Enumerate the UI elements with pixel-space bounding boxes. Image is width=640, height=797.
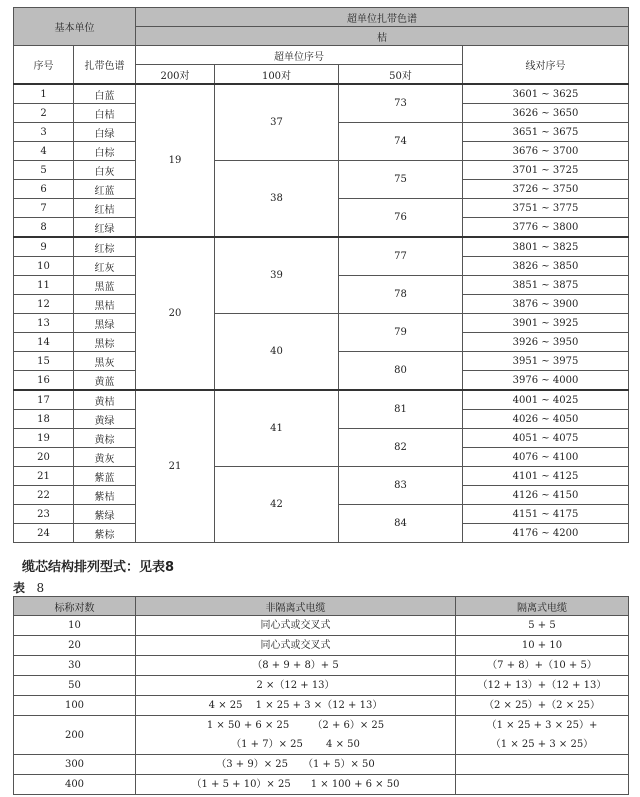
non-isolated-cell [136, 656, 456, 676]
pair-range-cell: 4126 ~ 4150 [463, 486, 629, 505]
band-color-cell: 黑桔 [74, 295, 136, 314]
pair-range-cell: 3976 ~ 4000 [463, 371, 629, 391]
isolated-line: （1 × 25 + 3 × 25） [490, 739, 594, 750]
seq-cell: 15 [14, 352, 74, 371]
color-code-row [14, 84, 629, 104]
pair-range-cell: 3676 ~ 3700 [463, 142, 629, 161]
pair50-group-cell: 82 [339, 429, 463, 467]
band-color-cell: 黑灰 [74, 352, 136, 371]
band-color-cell: 紫桔 [74, 486, 136, 505]
seq-cell: 22 [14, 486, 74, 505]
pair-seq-header: 线对序号 [463, 46, 629, 85]
pair50-group-cell: 79 [339, 314, 463, 352]
isolated-cell [456, 696, 629, 716]
pair50-group-cell: 77 [339, 237, 463, 276]
super-unit-seq-header: 超单位序号 [136, 46, 463, 65]
pair-range-cell: 3776 ~ 3800 [463, 218, 629, 238]
isolated-cell [456, 616, 629, 636]
seq-cell: 2 [14, 104, 74, 123]
non-isolated-cell [136, 676, 456, 696]
cable-structure-row [14, 656, 629, 676]
non-isolated-cell [136, 636, 456, 656]
color-code-row [14, 314, 629, 333]
pair200-group-cell: 21 [136, 390, 215, 543]
non-isolated-header: 非隔离式电缆 [136, 597, 456, 616]
pair100-group-cell: 39 [215, 237, 339, 314]
seq-cell: 17 [14, 390, 74, 410]
non-isolated-line: 4 × 25 1 × 25 + 3 ×（12 + 13） [208, 700, 383, 711]
pair100-group-cell: 41 [215, 390, 339, 467]
seq-cell: 11 [14, 276, 74, 295]
nominal-pairs-cell: 50 [14, 676, 136, 696]
cable-structure-table-body [14, 597, 629, 795]
pair-range-cell: 3901 ~ 3925 [463, 314, 629, 333]
cable-structure-row [14, 775, 629, 795]
isolated-cell [456, 716, 629, 755]
pair-range-cell: 4151 ~ 4175 [463, 505, 629, 524]
pair200-group-cell: 20 [136, 237, 215, 390]
band-color-cell: 白棕 [74, 142, 136, 161]
pair50-group-cell: 83 [339, 467, 463, 505]
seq-cell: 21 [14, 467, 74, 486]
non-isolated-line: （3 + 9）× 25 （1 + 5）× 50 [216, 759, 375, 770]
band-color-cell: 黄棕 [74, 429, 136, 448]
cable-structure-row [14, 636, 629, 656]
pair100-group-cell: 42 [215, 467, 339, 543]
pair50-header: 50对 [339, 65, 463, 85]
isolated-cell [456, 656, 629, 676]
basic-unit-header: 基本单位 [14, 8, 136, 46]
seq-cell: 8 [14, 218, 74, 238]
pair-range-cell: 4051 ~ 4075 [463, 429, 629, 448]
band-color-cell: 红蓝 [74, 180, 136, 199]
seq-cell: 12 [14, 295, 74, 314]
isolated-cell [456, 775, 629, 795]
seq-cell: 9 [14, 237, 74, 257]
seq-header: 序号 [14, 46, 74, 85]
pair-range-cell: 3751 ~ 3775 [463, 199, 629, 218]
pair50-group-cell: 76 [339, 199, 463, 238]
band-color-cell: 白绿 [74, 123, 136, 142]
pair-range-cell: 3801 ~ 3825 [463, 237, 629, 257]
band-color-cell: 黄蓝 [74, 371, 136, 391]
pair100-header: 100对 [215, 65, 339, 85]
seq-cell: 19 [14, 429, 74, 448]
pair50-group-cell: 74 [339, 123, 463, 161]
band-color-cell: 紫棕 [74, 524, 136, 543]
seq-cell: 18 [14, 410, 74, 429]
seq-cell: 20 [14, 448, 74, 467]
band-color-cell: 白灰 [74, 161, 136, 180]
seq-cell: 6 [14, 180, 74, 199]
pair50-group-cell: 81 [339, 390, 463, 429]
table8-caption [13, 579, 44, 596]
pair-range-cell: 3601 ~ 3625 [463, 84, 629, 104]
cable-structure-row [14, 755, 629, 775]
band-color-cell: 紫蓝 [74, 467, 136, 486]
seq-cell: 4 [14, 142, 74, 161]
isolated-line: 5 + 5 [528, 620, 556, 631]
cable-structure-row [14, 696, 629, 716]
pair50-group-cell: 73 [339, 84, 463, 123]
nominal-pairs-cell: 30 [14, 656, 136, 676]
pair-range-cell: 3926 ~ 3950 [463, 333, 629, 352]
color-code-table-body [14, 8, 629, 543]
table8-caption-label: 表 [13, 581, 26, 595]
seq-cell: 13 [14, 314, 74, 333]
nominal-pairs-cell: 200 [14, 716, 136, 755]
super-unit-colors-header: 超单位扎带色谱 [136, 8, 629, 27]
pair-range-cell: 3826 ~ 3850 [463, 257, 629, 276]
band-color-cell: 红灰 [74, 257, 136, 276]
cable-structure-row [14, 616, 629, 636]
cable-structure-row [14, 716, 629, 755]
pair-range-cell: 3626 ~ 3650 [463, 104, 629, 123]
non-isolated-cell [136, 716, 456, 755]
non-isolated-line: （1 + 5 + 10）× 25 1 × 100 + 6 × 50 [191, 779, 400, 790]
section-heading: 缆芯结构排列型式：见表8 [22, 560, 175, 575]
pair-range-cell: 3701 ~ 3725 [463, 161, 629, 180]
pair200-group-cell: 19 [136, 84, 215, 237]
pair-range-cell: 3951 ~ 3975 [463, 352, 629, 371]
color-code-row [14, 161, 629, 180]
seq-cell: 7 [14, 199, 74, 218]
band-color-cell: 紫绿 [74, 505, 136, 524]
non-isolated-line: （1 + 7）× 25 4 × 50 [231, 739, 360, 750]
nominal-pairs-cell: 100 [14, 696, 136, 716]
nominal-pairs-cell: 400 [14, 775, 136, 795]
non-isolated-line: 2 ×（12 + 13） [256, 680, 335, 691]
band-color-cell: 黄桔 [74, 390, 136, 410]
isolated-line: 10 + 10 [521, 640, 563, 651]
band-color-cell: 红绿 [74, 218, 136, 238]
pair-range-cell: 4176 ~ 4200 [463, 524, 629, 543]
non-isolated-cell [136, 755, 456, 775]
nominal-pairs-cell: 10 [14, 616, 136, 636]
pair-range-cell: 3651 ~ 3675 [463, 123, 629, 142]
seq-cell: 10 [14, 257, 74, 276]
isolated-header: 隔离式电缆 [456, 597, 629, 616]
isolated-cell [456, 755, 629, 775]
color-code-row [14, 237, 629, 257]
seq-cell: 3 [14, 123, 74, 142]
seq-cell: 5 [14, 161, 74, 180]
table8-caption-number: 8 [36, 581, 45, 595]
non-isolated-line: 同心式或交叉式 [260, 620, 331, 631]
isolated-line: （1 × 25 + 3 × 25）+ [486, 720, 598, 731]
band-color-header: 扎带色谱 [74, 46, 136, 85]
color-code-row [14, 467, 629, 486]
isolated-line: （12 + 13）+（12 + 13） [477, 680, 607, 691]
nominal-pairs-cell: 20 [14, 636, 136, 656]
pair50-group-cell: 80 [339, 352, 463, 391]
orange-header: 桔 [136, 27, 629, 46]
seq-cell: 1 [14, 84, 74, 104]
pair-range-cell: 4101 ~ 4125 [463, 467, 629, 486]
seq-cell: 14 [14, 333, 74, 352]
non-isolated-line: （8 + 9 + 8）+ 5 [252, 660, 339, 671]
color-code-row [14, 390, 629, 410]
band-color-cell: 红桔 [74, 199, 136, 218]
nominal-pairs-header: 标称对数 [14, 597, 136, 616]
non-isolated-cell [136, 696, 456, 716]
cable-structure-table [13, 596, 629, 795]
band-color-cell: 红棕 [74, 237, 136, 257]
pair-range-cell: 4001 ~ 4025 [463, 390, 629, 410]
band-color-cell: 黄绿 [74, 410, 136, 429]
pair-range-cell: 4026 ~ 4050 [463, 410, 629, 429]
pair-range-cell: 3851 ~ 3875 [463, 276, 629, 295]
band-color-cell: 黑蓝 [74, 276, 136, 295]
pair50-group-cell: 84 [339, 505, 463, 543]
pair100-group-cell: 38 [215, 161, 339, 238]
band-color-cell: 黑棕 [74, 333, 136, 352]
band-color-cell: 白蓝 [74, 84, 136, 104]
non-isolated-cell [136, 775, 456, 795]
pair-range-cell: 3726 ~ 3750 [463, 180, 629, 199]
band-color-cell: 黑绿 [74, 314, 136, 333]
non-isolated-line: 1 × 50 + 6 × 25 （2 + 6）× 25 [206, 720, 385, 731]
isolated-line: （2 × 25）+（2 × 25） [483, 700, 601, 711]
color-code-table [13, 7, 629, 543]
pair50-group-cell: 75 [339, 161, 463, 199]
band-color-cell: 白桔 [74, 104, 136, 123]
seq-cell: 24 [14, 524, 74, 543]
pair200-header: 200对 [136, 65, 215, 85]
band-color-cell: 黄灰 [74, 448, 136, 467]
pair-range-cell: 4076 ~ 4100 [463, 448, 629, 467]
pair50-group-cell: 78 [339, 276, 463, 314]
isolated-cell [456, 636, 629, 656]
seq-cell: 23 [14, 505, 74, 524]
pair-range-cell: 3876 ~ 3900 [463, 295, 629, 314]
non-isolated-line: 同心式或交叉式 [260, 640, 331, 651]
non-isolated-cell [136, 616, 456, 636]
pair100-group-cell: 40 [215, 314, 339, 391]
pair100-group-cell: 37 [215, 84, 339, 161]
isolated-cell [456, 676, 629, 696]
isolated-line: （7 + 8）+（10 + 5） [487, 660, 597, 671]
seq-cell: 16 [14, 371, 74, 391]
cable-structure-row [14, 676, 629, 696]
nominal-pairs-cell: 300 [14, 755, 136, 775]
